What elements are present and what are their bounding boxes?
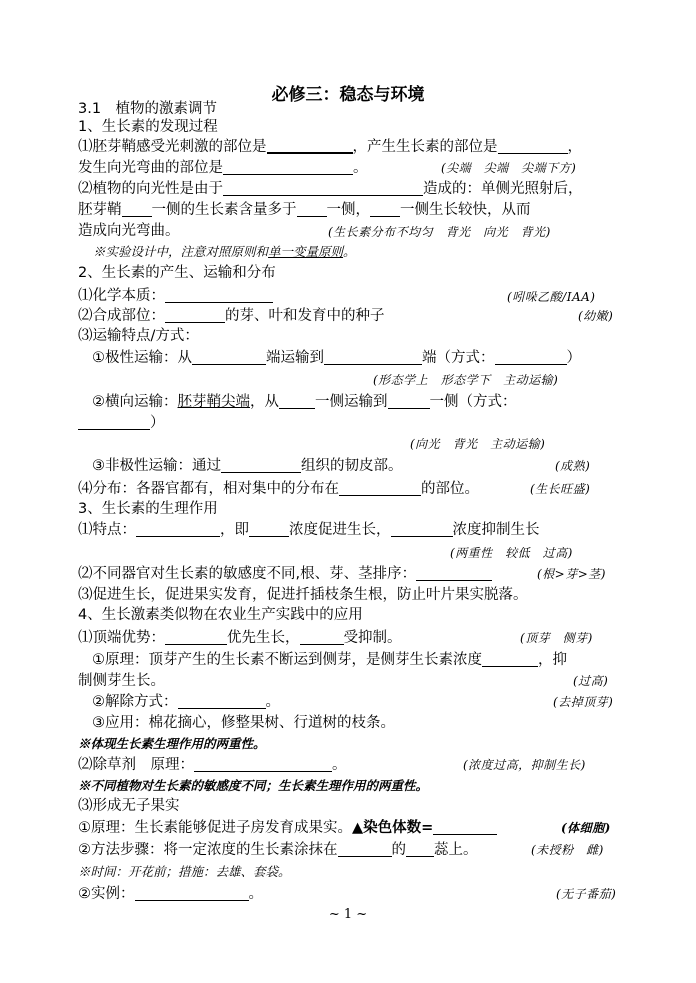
answer-text: (浓度过高，抑制生长) bbox=[463, 758, 586, 772]
fill-blank bbox=[498, 138, 568, 154]
text-line bbox=[78, 520, 540, 540]
text-line bbox=[92, 713, 395, 733]
fill-blank bbox=[391, 521, 453, 537]
text-line bbox=[78, 306, 385, 326]
fill-blank bbox=[324, 349, 422, 365]
subsection-heading bbox=[78, 499, 218, 519]
answer-text: (吲哚乙酸/IAA) bbox=[507, 290, 596, 304]
subsection-heading bbox=[78, 263, 276, 283]
text: ，抑 bbox=[538, 652, 567, 668]
text: ⑶形成无子果实 bbox=[78, 798, 180, 814]
fill-blank bbox=[267, 137, 353, 154]
text: 造成的：单侧光照射后， bbox=[423, 181, 583, 197]
fill-blank bbox=[194, 756, 332, 772]
text: 的部位。 bbox=[421, 481, 479, 497]
text-line bbox=[78, 671, 165, 691]
text: ） bbox=[566, 350, 581, 366]
text-line bbox=[92, 650, 567, 670]
text: 一侧生长较快，从而 bbox=[400, 202, 531, 218]
answer-text: (顶芽 侧芽) bbox=[520, 631, 593, 645]
text: ⑴化学本质： bbox=[78, 288, 165, 304]
fill-blank bbox=[165, 307, 225, 323]
fill-blank bbox=[249, 521, 289, 537]
text: 端（方式： bbox=[422, 350, 495, 366]
text: ⑵植物的向光性是由于 bbox=[78, 181, 223, 197]
text: ①原理：顶芽产生的生长素不断运到侧芽，是侧芽生长素浓度 bbox=[92, 652, 482, 668]
text-line bbox=[78, 884, 263, 904]
text: 浓度抑制生长 bbox=[452, 522, 540, 538]
fill-blank bbox=[297, 201, 327, 217]
text: ③应用：棉花摘心，修整果树、行道树的枝条。 bbox=[92, 715, 395, 731]
text: ③非极性运输：通过 bbox=[92, 458, 221, 474]
text-line bbox=[78, 818, 497, 838]
fill-blank bbox=[406, 841, 434, 857]
text: ②实例： bbox=[78, 886, 135, 902]
text: 组织的韧皮部。 bbox=[301, 458, 403, 474]
text: 的芽、叶和发育中的种子 bbox=[225, 308, 385, 324]
answer-text: (根>芽>茎) bbox=[537, 567, 606, 581]
text-line bbox=[78, 628, 402, 648]
bold-text: ▲染色体数= bbox=[352, 820, 434, 836]
text: ①极性运输：从 bbox=[92, 350, 192, 366]
fill-blank bbox=[433, 819, 497, 835]
text: ⑴胚芽鞘感受光刺激的部位是 bbox=[78, 139, 267, 155]
text-line bbox=[78, 179, 583, 199]
text: ，从 bbox=[250, 394, 279, 410]
note-text: ※时间：开花前；措施：去雄、套袋。 bbox=[78, 864, 291, 879]
fill-blank bbox=[223, 159, 353, 175]
text: ⑵除草剂 原理： bbox=[78, 757, 194, 773]
note-line bbox=[78, 776, 428, 796]
text: ⑵不同器官对生长素的敏感度不同,根、芽、茎排序： bbox=[78, 566, 417, 582]
text: ⑴特点： bbox=[78, 522, 136, 538]
text: 优先生长， bbox=[227, 630, 300, 646]
subsection-heading-text: 3、生长素的生理作用 bbox=[78, 501, 218, 517]
note-text: ※不同植物对生长素的敏感度不同；生长素生理作用的两重性。 bbox=[78, 778, 429, 793]
answer-text: (未授粉 雌) bbox=[531, 843, 604, 857]
text-line bbox=[78, 796, 180, 816]
fill-blank bbox=[135, 885, 249, 901]
subsection-heading bbox=[78, 117, 218, 137]
note-underlined-text: 单一变量原则 bbox=[268, 244, 344, 259]
text: 一侧运输到 bbox=[315, 394, 388, 410]
text: 胚芽鞘 bbox=[78, 202, 122, 218]
fill-blank bbox=[122, 201, 152, 217]
text: ，即 bbox=[220, 522, 249, 538]
text-line bbox=[78, 413, 165, 433]
text: 一侧（方式： bbox=[429, 394, 517, 410]
text: 浓度促进生长， bbox=[289, 522, 391, 538]
note-text: ※体现生长素生理作用的两重性。 bbox=[78, 736, 266, 751]
text-line bbox=[92, 392, 517, 412]
answer-text: (向光 背光 主动运输) bbox=[410, 437, 546, 451]
text-line bbox=[78, 840, 478, 860]
page-number: ~ 1 ~ bbox=[328, 907, 368, 922]
text-line bbox=[78, 585, 528, 605]
answer-text: (成熟) bbox=[555, 459, 591, 473]
text: ⑵合成部位： bbox=[78, 308, 165, 324]
fill-blank bbox=[192, 349, 266, 365]
text: ，产生生长素的部位是 bbox=[352, 139, 498, 155]
fill-blank bbox=[178, 693, 266, 709]
answer-text: (体细胞) bbox=[561, 821, 611, 835]
text-line bbox=[78, 326, 199, 346]
subsection-heading-text: 4、生长激素类似物在农业生产实践中的应用 bbox=[78, 607, 363, 623]
underlined-text: 胚芽鞘尖端 bbox=[177, 394, 250, 410]
note-line bbox=[93, 242, 356, 262]
answer-text: (尖端 尖端 尖端下方) bbox=[441, 161, 577, 175]
text: 受抑制。 bbox=[343, 630, 402, 646]
text-line bbox=[78, 137, 582, 157]
subsection-heading-text: 1、生长素的发现过程 bbox=[78, 119, 218, 135]
text: ②解除方式： bbox=[92, 694, 178, 710]
text-line bbox=[78, 755, 347, 775]
text: 蕊上。 bbox=[434, 842, 478, 858]
subsection-heading bbox=[78, 605, 363, 625]
note-line bbox=[78, 862, 291, 882]
text-line bbox=[78, 221, 180, 241]
note-line bbox=[78, 734, 266, 754]
text: 发生向光弯曲的部位是 bbox=[78, 160, 223, 176]
text-line bbox=[92, 456, 403, 476]
text: ⑶运输特点/方式： bbox=[78, 328, 199, 344]
text-line bbox=[92, 348, 581, 368]
text: 一侧的生长素含量多于 bbox=[151, 202, 297, 218]
text: ⑷分布：各器官都有，相对集中的分布在 bbox=[78, 481, 339, 497]
text: 。 bbox=[353, 160, 368, 176]
text: ⑶促进生长，促进果实发育，促进扦插枝条生根，防止叶片果实脱落。 bbox=[78, 587, 528, 603]
fill-blank bbox=[279, 393, 315, 409]
text: 。 bbox=[265, 694, 280, 710]
answer-text: (无子番茄) bbox=[556, 887, 617, 901]
fill-blank bbox=[339, 480, 421, 496]
fill-blank bbox=[416, 565, 492, 581]
fill-blank bbox=[221, 457, 301, 473]
page-title: 必修三：稳态与环境 bbox=[271, 85, 425, 105]
text: ） bbox=[150, 415, 165, 431]
answer-text: (过高) bbox=[573, 674, 609, 688]
answer-text: (幼嫩) bbox=[578, 309, 614, 323]
fill-blank bbox=[165, 287, 273, 303]
fill-blank bbox=[223, 180, 423, 196]
note-text: ※实验设计中，注意对照原则和 bbox=[93, 244, 269, 259]
text: 。 bbox=[248, 886, 263, 902]
text: 端运输到 bbox=[266, 350, 324, 366]
text: 造成向光弯曲。 bbox=[78, 223, 180, 239]
note-text: 。 bbox=[343, 244, 356, 259]
answer-text: (去掉顶芽) bbox=[553, 695, 614, 709]
text: ， bbox=[567, 139, 582, 155]
fill-blank bbox=[165, 629, 227, 645]
text: ⑴顶端优势： bbox=[78, 630, 165, 646]
text: ②方法步骤：将一定浓度的生长素涂抹在 bbox=[78, 842, 338, 858]
fill-blank bbox=[495, 349, 567, 365]
answer-text: (生长素分布不均匀 背光 向光 背光) bbox=[328, 225, 551, 239]
fill-blank bbox=[482, 651, 538, 667]
fill-blank bbox=[78, 414, 150, 430]
answer-text: (形态学上 形态学下 主动运输) bbox=[373, 373, 559, 387]
fill-blank bbox=[388, 393, 430, 409]
fill-blank bbox=[136, 521, 220, 537]
fill-blank bbox=[338, 841, 392, 857]
text-line bbox=[78, 158, 368, 178]
subsection-heading-text: 2、生长素的产生、运输和分布 bbox=[78, 265, 276, 281]
section-heading-text: 3.1 植物的激素调节 bbox=[78, 101, 218, 117]
fill-blank bbox=[370, 201, 400, 217]
answer-text: (两重性 较低 过高) bbox=[450, 546, 573, 560]
answer-text: (生长旺盛) bbox=[530, 482, 591, 496]
text: 一侧， bbox=[326, 202, 370, 218]
text: 制侧芽生长。 bbox=[78, 673, 165, 689]
text-line bbox=[78, 479, 479, 499]
text-line bbox=[78, 286, 273, 306]
text-line bbox=[78, 564, 492, 584]
text-line bbox=[92, 692, 280, 712]
text: ①原理：生长素能够促进子房发育成果实。 bbox=[78, 820, 352, 836]
text: 。 bbox=[332, 757, 347, 773]
text: ②横向运输： bbox=[92, 394, 178, 410]
text: 的 bbox=[391, 842, 406, 858]
text-line bbox=[78, 200, 531, 220]
fill-blank bbox=[300, 629, 344, 645]
section-heading bbox=[78, 99, 217, 119]
